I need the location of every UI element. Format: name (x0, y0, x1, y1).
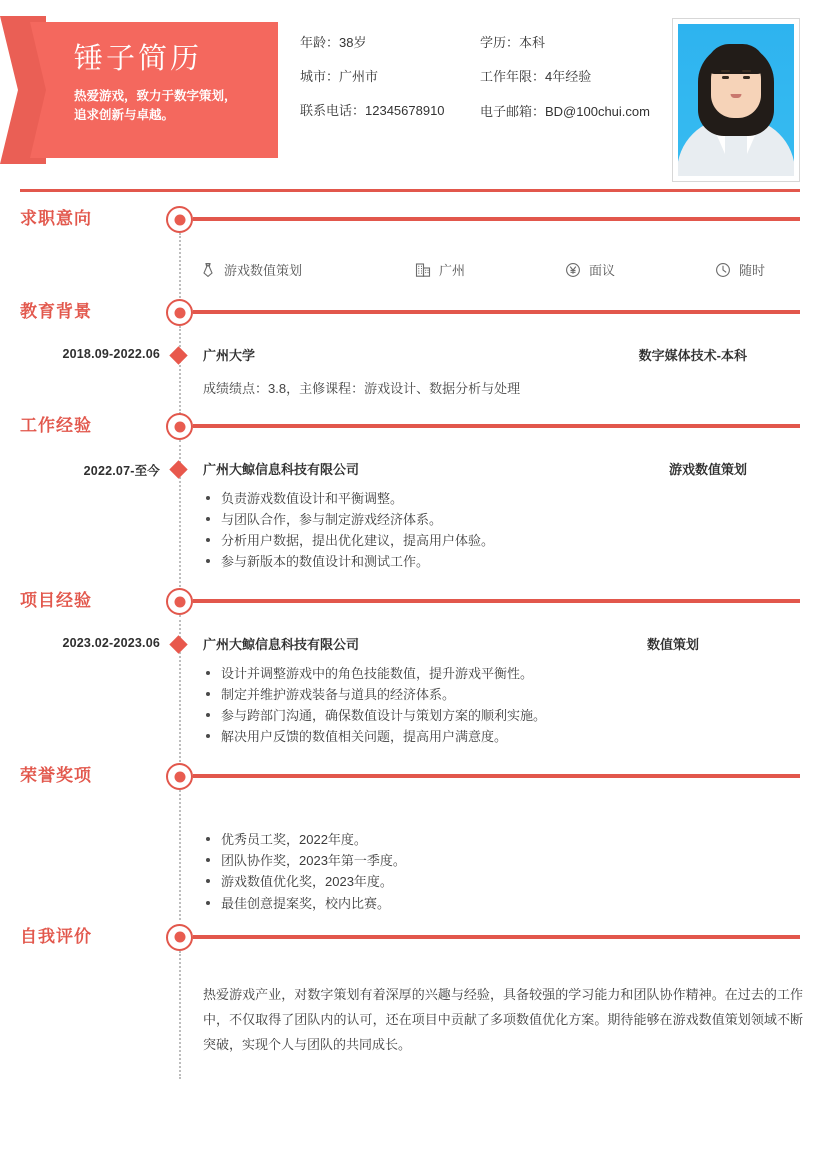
section-rule (193, 599, 800, 603)
work-topline (203, 459, 803, 478)
section-body (0, 335, 820, 403)
photo-hair-top (707, 44, 765, 74)
intent-position-label: 游戏数值策划 (224, 263, 303, 278)
building-icon (415, 262, 431, 278)
section-body (0, 624, 820, 753)
diamond-marker-icon (169, 460, 187, 478)
section-rule (193, 310, 800, 314)
contact-degree: 学历：本科 (480, 35, 546, 50)
resume-header (0, 0, 820, 190)
intent-city (415, 260, 565, 279)
intent-salary (565, 260, 715, 279)
project-role: 数值策划 (646, 637, 699, 653)
yen-circle-icon (565, 262, 581, 278)
project-bullets (203, 663, 803, 747)
photo-brow-right (742, 70, 751, 72)
section-header (0, 196, 820, 242)
project-date: 2023.02-2023.06 (62, 636, 160, 651)
section-title-education: 教育背景 (20, 302, 92, 321)
project-entry (0, 624, 820, 753)
timeline-marker-icon (166, 206, 193, 233)
honors-bullets (203, 829, 803, 913)
project-company: 广州大鲸信息科技有限公司 (203, 637, 360, 653)
timeline-marker-icon (166, 413, 193, 440)
education-date: 2018.09-2022.06 (62, 347, 160, 361)
education-topline (203, 345, 803, 364)
section-body (0, 799, 820, 913)
clock-icon (715, 262, 731, 278)
contact-grid (300, 34, 660, 136)
list-item: 最佳创意提案奖，校内比赛。 (203, 893, 803, 914)
self-evaluation-text: 热爱游戏产业，对数字策划有着深厚的兴趣与经验，具备较强的学习能力和团队协作精神。在过去的工作中，不仅取得了团队内的认可，还在项目中贡献了多项数值优化方案。期待能够在游戏数值策划领域不断突破，实现个人与团队的共同成长。 (203, 986, 803, 1053)
contact-years: 工作年限：4年经验 (480, 69, 592, 84)
education-major: 数字媒体技术-本科 (638, 348, 747, 363)
profile-photo (672, 18, 800, 182)
list-item: 参与跨部门沟通，确保数值设计与策划方案的顺利实施。 (203, 705, 803, 726)
education-note: 成绩绩点：3.8，主修课程：游戏设计、数据分析与处理 (203, 381, 521, 396)
section-honors (0, 753, 820, 913)
section-title-project: 项目经验 (20, 591, 92, 611)
work-company: 广州大鲸信息科技有限公司 (203, 462, 360, 477)
section-rule (193, 935, 800, 939)
honors-list (203, 799, 803, 913)
project-main (203, 634, 803, 747)
section-header (0, 403, 820, 449)
list-item: 与团队合作，参与制定游戏经济体系。 (203, 509, 803, 530)
education-main (203, 345, 803, 397)
section-rule (193, 774, 800, 778)
education-school: 广州大学 (203, 348, 256, 363)
photo-eye-left (722, 76, 729, 79)
section-project (0, 578, 820, 753)
contact-age: 年龄：38岁 (300, 35, 367, 50)
list-item: 设计并调整游戏中的角色技能数值，提升游戏平衡性。 (203, 663, 803, 684)
list-item: 优秀员工奖，2022年度。 (203, 829, 803, 850)
timeline-marker-icon (166, 588, 193, 615)
section-title-work: 工作经验 (20, 416, 92, 435)
section-title-self-evaluation: 自我评价 (20, 926, 92, 946)
brand-subtitle: 热爱游戏，致力于数字策划，追求创新与卓越。 (74, 88, 237, 123)
list-item: 负责游戏数值设计和平衡调整。 (203, 488, 803, 509)
timeline-marker-icon (166, 924, 193, 951)
intent-availability (715, 260, 765, 279)
brand-title: 锤子简历 (74, 43, 203, 75)
list-item: 制定并维护游戏装备与道具的经济体系。 (203, 684, 803, 705)
section-title-honors: 荣誉奖项 (20, 766, 92, 786)
photo-image (678, 24, 794, 176)
section-body (0, 242, 820, 289)
intent-salary-label: 面议 (589, 263, 616, 278)
contact-phone: 联系电话：12345678910 (300, 103, 445, 118)
work-main (203, 459, 803, 572)
diamond-marker-icon (169, 346, 187, 364)
section-body (0, 449, 820, 578)
section-work (0, 403, 820, 578)
intent-availability-label: 随时 (739, 263, 766, 278)
photo-eye-right (743, 76, 750, 79)
contact-email: 电子邮箱：BD@100chui.com (480, 104, 650, 119)
project-topline (203, 634, 803, 653)
list-item: 分析用户数据，提出优化建议，提高用户体验。 (203, 530, 803, 551)
section-header (0, 914, 820, 960)
necktie-icon (200, 262, 216, 278)
work-date: 2022.07-至今 (83, 464, 160, 478)
photo-brow-left (721, 70, 730, 72)
section-header (0, 289, 820, 335)
header-divider (20, 189, 800, 192)
timeline-marker-icon (166, 299, 193, 326)
timeline-marker-icon (166, 763, 193, 790)
section-body (0, 960, 820, 1058)
resume-timeline (0, 196, 820, 1058)
section-header (0, 753, 820, 799)
section-header (0, 578, 820, 624)
brand-ribbon (0, 16, 278, 164)
list-item: 团队协作奖，2023年第一季度。 (203, 850, 803, 871)
work-bullets (203, 488, 803, 572)
work-entry (0, 449, 820, 578)
section-job-intent (0, 196, 820, 289)
diamond-marker-icon (169, 635, 187, 653)
section-education (0, 289, 820, 403)
intent-position (200, 260, 415, 279)
list-item: 游戏数值优化奖，2023年度。 (203, 871, 803, 892)
section-rule (193, 424, 800, 428)
list-item: 解决用户反馈的数值相关问题，提高用户满意度。 (203, 726, 803, 747)
contact-city: 城市：广州市 (300, 69, 379, 84)
section-title-job-intent: 求职意向 (20, 209, 92, 228)
education-entry (0, 335, 820, 403)
work-role: 游戏数值策划 (668, 462, 747, 477)
intent-city-label: 广州 (439, 263, 466, 278)
list-item: 参与新版本的数值设计和测试工作。 (203, 551, 803, 572)
section-self-evaluation (0, 914, 820, 1058)
section-rule (193, 217, 800, 221)
job-intent-row (200, 242, 780, 289)
